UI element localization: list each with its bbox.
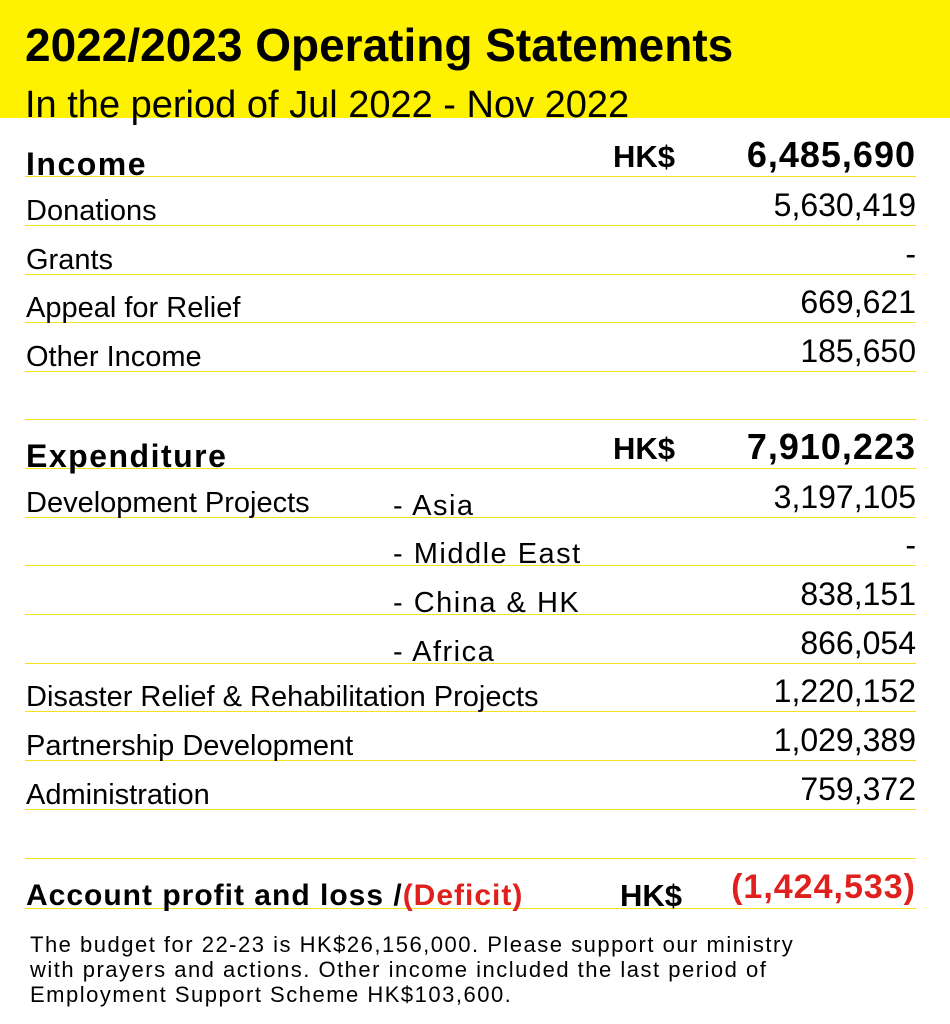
expenditure-row-administration bbox=[25, 761, 916, 810]
expenditure-row-partnership bbox=[25, 712, 916, 761]
income-row-value: 185,650 bbox=[800, 333, 916, 369]
profit-loss-currency: HK$ bbox=[620, 878, 683, 913]
expenditure-row-region: - Asia bbox=[393, 490, 475, 522]
expenditure-row-africa bbox=[25, 615, 916, 668]
expenditure-row-value: 3,197,105 bbox=[773, 479, 916, 515]
expenditure-heading: Expenditure bbox=[26, 438, 228, 474]
income-total: 6,485,690 bbox=[746, 134, 916, 175]
income-row-label: Donations bbox=[26, 195, 157, 227]
income-row-other bbox=[25, 323, 916, 372]
profit-loss-heading bbox=[26, 878, 523, 914]
expenditure-row-disaster-relief bbox=[25, 663, 916, 712]
expenditure-row-value: - bbox=[905, 527, 916, 563]
income-row-label: Other Income bbox=[26, 341, 202, 373]
expenditure-row-region: - Africa bbox=[393, 636, 496, 668]
income-header-row bbox=[25, 128, 916, 182]
deficit-label: (Deficit) bbox=[402, 879, 524, 912]
expenditure-row-value: 759,372 bbox=[800, 771, 916, 807]
income-heading: Income bbox=[26, 146, 148, 182]
note-line: The budget for 22-23 is HK$26,156,000. Please support our ministry bbox=[30, 932, 795, 957]
page-subtitle: In the period of Jul 2022 - Nov 2022 bbox=[25, 84, 630, 126]
income-currency: HK$ bbox=[613, 139, 676, 174]
expenditure-row-middle-east bbox=[25, 517, 916, 570]
budget-note bbox=[30, 932, 930, 1007]
income-row-value: 669,621 bbox=[800, 284, 916, 320]
expenditure-row-value: 1,029,389 bbox=[773, 722, 916, 758]
profit-loss-label: Account profit and loss / bbox=[26, 879, 403, 912]
page-title: 2022/2023 Operating Statements bbox=[25, 19, 734, 71]
income-row-label: Grants bbox=[26, 244, 114, 276]
income-row-label: Appeal for Relief bbox=[26, 292, 241, 324]
profit-loss-row bbox=[25, 860, 916, 913]
expenditure-row-region: - China & HK bbox=[393, 587, 581, 619]
expenditure-row-value: 1,220,152 bbox=[773, 673, 916, 709]
expenditure-row-label: Partnership Development bbox=[26, 730, 354, 762]
income-row-donations bbox=[25, 177, 916, 226]
expenditure-total: 7,910,223 bbox=[746, 426, 916, 467]
income-row-appeal bbox=[25, 274, 916, 323]
profit-loss-value: (1,424,533) bbox=[731, 868, 916, 906]
expenditure-row-label: Development Projects bbox=[26, 487, 310, 519]
expenditure-row-label: Disaster Relief & Rehabilitation Projects bbox=[26, 681, 539, 713]
expenditure-row-label: Administration bbox=[26, 779, 210, 811]
expenditure-row-region: - Middle East bbox=[393, 538, 582, 570]
expenditure-row-asia bbox=[25, 469, 916, 522]
expenditure-currency: HK$ bbox=[613, 431, 676, 466]
expenditure-header-row bbox=[25, 420, 916, 474]
income-row-value: 5,630,419 bbox=[773, 187, 916, 223]
expenditure-row-value: 838,151 bbox=[800, 576, 916, 612]
income-row-grants bbox=[25, 226, 916, 275]
note-line: with prayers and actions. Other income included the last period of bbox=[30, 957, 768, 982]
section-spacer-row bbox=[25, 810, 916, 859]
expenditure-row-china-hk bbox=[25, 566, 916, 619]
income-row-value: - bbox=[905, 236, 916, 272]
section-spacer-row bbox=[25, 371, 916, 420]
note-line: Employment Support Scheme HK$103,600. bbox=[30, 982, 513, 1007]
expenditure-row-value: 866,054 bbox=[800, 625, 916, 661]
